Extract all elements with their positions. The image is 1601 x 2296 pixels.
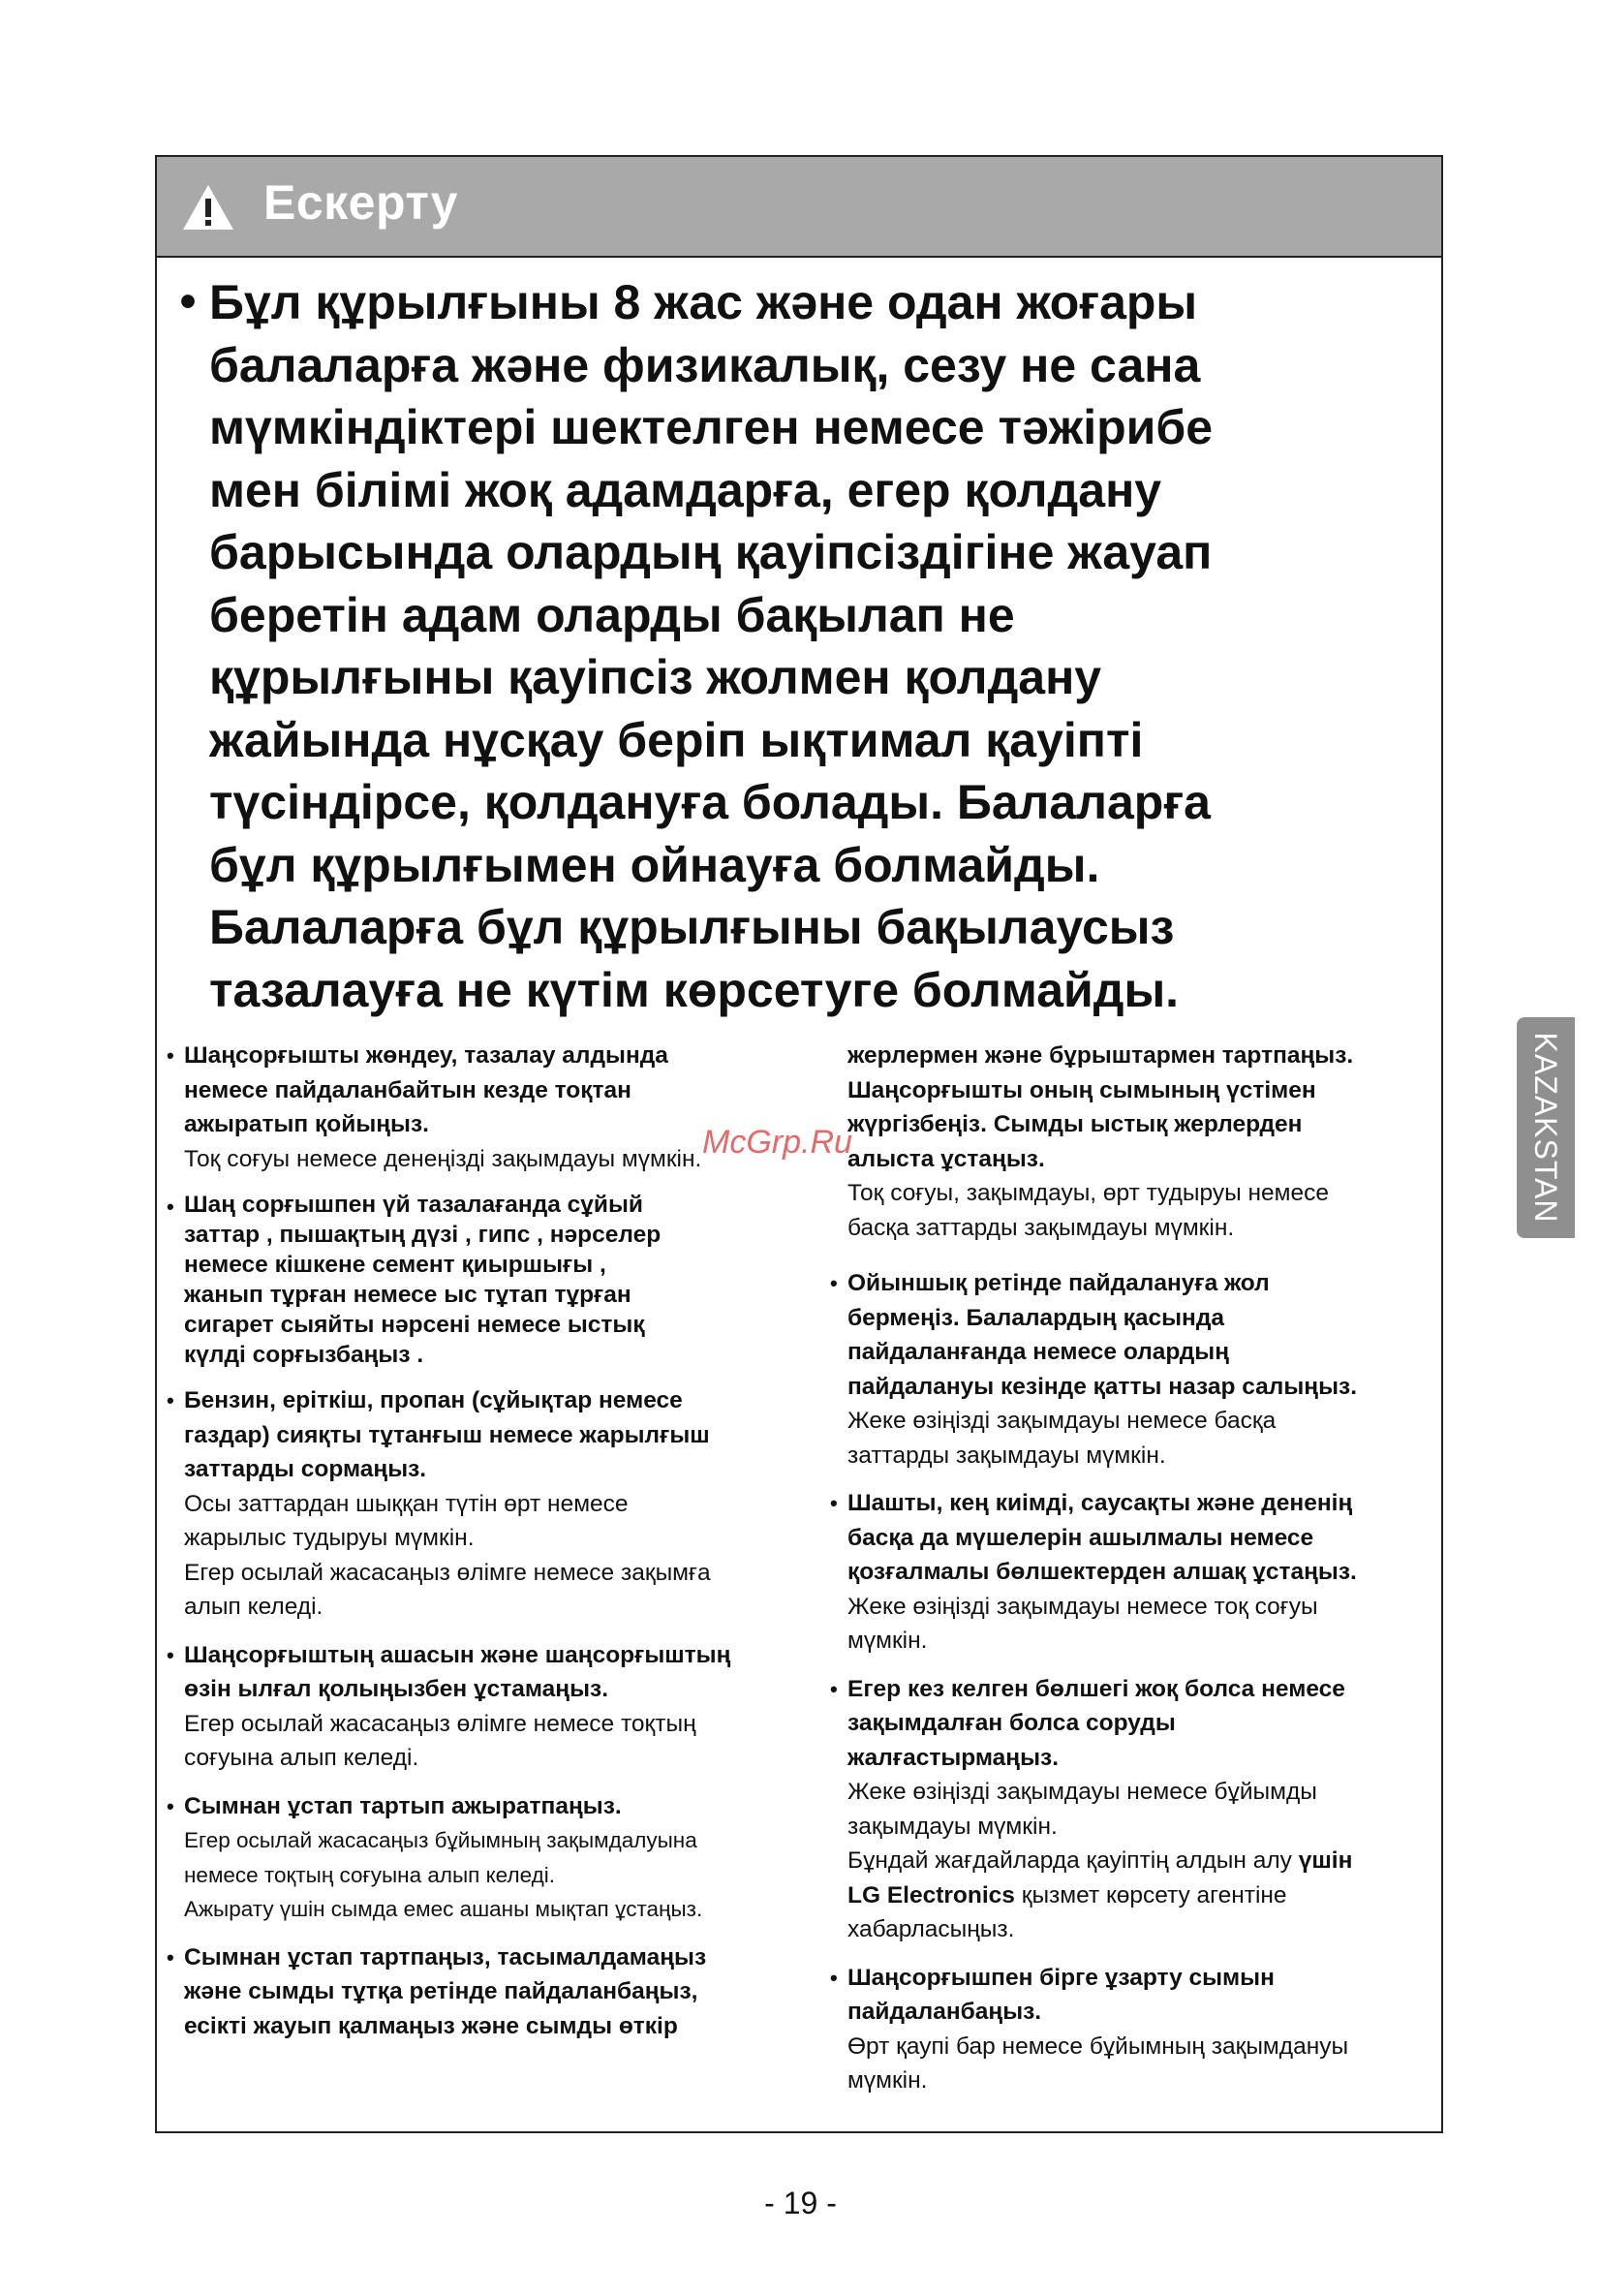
warning-note-line: зақымдауы мүмкін. bbox=[847, 1813, 1058, 1840]
list-item bbox=[167, 1638, 806, 1776]
warning-heading-line: өзін ылғал қолыңызбен ұстамаңыз. bbox=[184, 1676, 609, 1702]
warning-heading-line: заттарды сормаңыз. bbox=[184, 1456, 427, 1482]
warning-heading-line: пайдалануы кезінде қатты назар салыңыз. bbox=[847, 1373, 1357, 1400]
warning-note-line: Ажырату үшін сымда емес ашаны мықтап ұстаңыз. bbox=[184, 1897, 703, 1921]
contact-line: хабарласыңыз. bbox=[847, 1916, 1015, 1942]
text-line: Бұл құрылғыны 8 жас және одан жоғары bbox=[209, 275, 1198, 329]
list-item-continuation bbox=[830, 1039, 1435, 1245]
bullet: • bbox=[167, 1388, 174, 1412]
bullet: • bbox=[830, 1271, 838, 1295]
warning-note-line: Тоқ соғуы, зақымдауы, өрт тудыруы немесе bbox=[847, 1180, 1330, 1206]
bullet: • bbox=[830, 1491, 838, 1515]
warning-note-line: соғуына алып келеді. bbox=[184, 1745, 419, 1771]
contact-line bbox=[847, 1878, 1435, 1913]
warning-note-line: Егер осылай жасасаңыз өлімге немесе зақымға bbox=[184, 1559, 711, 1586]
bullet: • bbox=[830, 1965, 838, 1990]
warning-heading-line: немесе пайдаланбайтын кезде тоқтан bbox=[184, 1076, 631, 1103]
warning-header bbox=[157, 157, 1441, 258]
warning-heading-line: күлді сорғызбаңыз . bbox=[184, 1342, 424, 1368]
warning-note-line: Тоқ соғуы немесе денеңізді зақымдауы мүмкін. bbox=[184, 1145, 702, 1172]
list-item bbox=[167, 1789, 806, 1927]
warning-heading-line: және сымды тұтқа ретінде пайдаланбаңыз, bbox=[184, 1978, 698, 2004]
main-warning-text bbox=[209, 271, 1213, 1021]
contact-text: Бұндай жағдайларда қауіптің алдын алу bbox=[847, 1847, 1299, 1874]
list-item bbox=[167, 1190, 806, 1370]
list-item bbox=[167, 1383, 806, 1625]
warning-heading-line: есікті жауып қалмаңыз және сымды өткір bbox=[184, 2012, 678, 2039]
bullet: • bbox=[167, 1043, 174, 1068]
warning-note-line: Өрт қаупі бар немесе бұйымның зақымдануы bbox=[847, 2032, 1349, 2060]
language-label: KAZAKSTAN bbox=[1528, 1032, 1563, 1224]
warning-note-line: Жеке өзіңізді зақымдауы немесе басқа bbox=[847, 1408, 1277, 1434]
text-line: мен білімі жоқ адамдарға, егер қолдану bbox=[209, 462, 1162, 517]
warning-title: Ескерту bbox=[263, 175, 458, 230]
watermark: McGrp.Ru bbox=[702, 1124, 852, 1161]
bullet: • bbox=[167, 1793, 174, 1818]
list-item bbox=[830, 1486, 1435, 1659]
brand-name: LG Electronics bbox=[847, 1881, 1015, 1908]
bullet: • bbox=[179, 276, 197, 327]
warning-heading-line: Ойыншық ретінде пайдалануға жол bbox=[847, 1270, 1270, 1296]
list-item bbox=[830, 1266, 1435, 1473]
warning-heading-line: Бензин, еріткіш, пропан (сұйықтар немесе bbox=[184, 1387, 683, 1413]
list-item bbox=[830, 1672, 1435, 1947]
bullet: • bbox=[167, 1944, 174, 1970]
text-line: жайында нұсқау беріп ықтимал қауіпті bbox=[209, 712, 1144, 767]
page-number: - 19 - bbox=[764, 2186, 837, 2220]
warning-heading-line: газдар) сияқты тұтанғыш немесе жарылғыш bbox=[184, 1421, 710, 1448]
warning-heading-line: Сымнан ұстап тартпаңыз, тасымалдамаңыз bbox=[184, 1943, 707, 1970]
warning-heading-line: Шаңсорғыштың ашасын және шаңсорғыштың bbox=[184, 1641, 731, 1668]
text-line: мүмкіндіктері шектелген немесе тәжірибе bbox=[209, 400, 1214, 454]
warning-note-line: Жеке өзіңізді зақымдауы немесе тоқ соғуы bbox=[847, 1593, 1318, 1620]
text-line: құрылғыны қауіпсіз жолмен қолдану bbox=[209, 650, 1102, 704]
warning-heading-line: Шаңсорғышты оның сымының үстімен bbox=[847, 1076, 1316, 1103]
warning-heading-line: Сымнан ұстап тартып ажыратпаңыз. bbox=[184, 1792, 622, 1819]
warning-heading-line: жалғастырмаңыз. bbox=[847, 1744, 1060, 1771]
text-line: беретін адам оларды бақылап не bbox=[209, 587, 1015, 642]
text-line: Балаларға бұл құрылғыны бақылаусыз bbox=[209, 900, 1175, 954]
warning-heading-line: жанып тұрған немесе ыс тұтап тұрған bbox=[184, 1282, 631, 1308]
text-line: бұл құрылғымен ойнауға болмайды. bbox=[209, 837, 1100, 892]
warning-heading-line: заттар , пышақтың дүзі , гипс , нәрселер bbox=[184, 1222, 662, 1248]
list-item bbox=[167, 1940, 806, 2044]
warning-note-line: мүмкін. bbox=[847, 2067, 928, 2094]
warning-heading-line: жүргізбеңіз. Сымды ыстық жерлерден bbox=[847, 1111, 1303, 1137]
contact-emphasis: үшін bbox=[1298, 1847, 1353, 1874]
warning-note-line: заттарды зақымдауы мүмкін. bbox=[847, 1442, 1166, 1469]
warning-heading-line: алыста ұстаңыз. bbox=[847, 1145, 1045, 1172]
contact-line bbox=[847, 1844, 1435, 1878]
warning-heading-line: Шашты, кең киімді, саусақты және дененің bbox=[847, 1490, 1353, 1516]
warning-triangle-icon bbox=[180, 182, 236, 233]
text-line: барысында олардың қауіпсіздігіне жауап bbox=[209, 525, 1213, 579]
text-line: тазалауға не күтім көрсетуге болмайды. bbox=[209, 962, 1180, 1017]
warning-heading-line: жерлермен және бұрыштармен тартпаңыз. bbox=[847, 1042, 1354, 1069]
warning-heading-line: пайдаланғанда немесе олардың bbox=[847, 1339, 1230, 1365]
warning-heading-line: ажыратып қойыңыз. bbox=[184, 1111, 429, 1137]
warning-heading-line: Шаңсорғышпен бірге ұзарту сымын bbox=[847, 1964, 1275, 1991]
text-line: балаларға және физикалық, сезу не сана bbox=[209, 337, 1201, 392]
warning-heading-line: қозғалмалы бөлшектерден алшақ ұстаңыз. bbox=[847, 1559, 1357, 1585]
warning-note-line: басқа заттарды зақымдауы мүмкін. bbox=[847, 1214, 1235, 1241]
warning-note-line: Егер осылай жасасаңыз бұйымның зақымдалуына bbox=[184, 1828, 697, 1852]
warning-heading-line: Шаңсорғышты жөндеу, тазалау алдында bbox=[184, 1042, 668, 1069]
warning-heading-line: сигарет сыяйты нәрсені немесе ыстық bbox=[184, 1312, 645, 1338]
warning-heading-line: Шаң сорғышпен үй тазалағанда сұйый bbox=[184, 1192, 643, 1218]
warning-note-line: алып келеді. bbox=[184, 1594, 323, 1620]
warning-note-line: немесе тоқтың соғуына алып келеді. bbox=[184, 1862, 555, 1887]
warning-heading-line: пайдаланбаңыз. bbox=[847, 1999, 1042, 2025]
warning-heading-line: бермеңіз. Балалардың қасында bbox=[847, 1304, 1225, 1331]
language-side-tab bbox=[1517, 1017, 1575, 1238]
warning-note-line: Егер осылай жасасаңыз өлімге немесе тоқтың bbox=[184, 1710, 696, 1737]
warning-heading-line: Егер кез келген бөлшегі жоқ болса немесе bbox=[847, 1675, 1345, 1702]
right-column bbox=[830, 1039, 1435, 2112]
main-warning bbox=[167, 271, 1426, 1021]
text-line: түсіндірсе, қолдануға болады. Балаларға bbox=[209, 775, 1211, 829]
warning-note-line: мүмкін. bbox=[847, 1628, 928, 1654]
bullet: • bbox=[830, 1676, 838, 1701]
warning-heading-line: басқа да мүшелерін ашылмалы немесе bbox=[847, 1524, 1314, 1551]
warning-note-line: Жеке өзіңізді зақымдауы немесе бұйымды bbox=[847, 1779, 1317, 1805]
warning-heading-line: зақымдалған болса соруды bbox=[847, 1710, 1176, 1736]
warning-note-line: жарылыс тудыруы мүмкін. bbox=[184, 1525, 475, 1551]
bullet: • bbox=[167, 1642, 174, 1667]
bullet: • bbox=[167, 1195, 174, 1219]
contact-text: қызмет көрсету агентіне bbox=[1014, 1881, 1287, 1908]
warning-heading-line: немесе кішкене семент қиыршығы , bbox=[184, 1252, 606, 1278]
left-column bbox=[167, 1039, 806, 2057]
warning-note-line: Осы заттардан шыққан түтін өрт немесе bbox=[184, 1490, 629, 1517]
list-item bbox=[830, 1961, 1435, 2098]
